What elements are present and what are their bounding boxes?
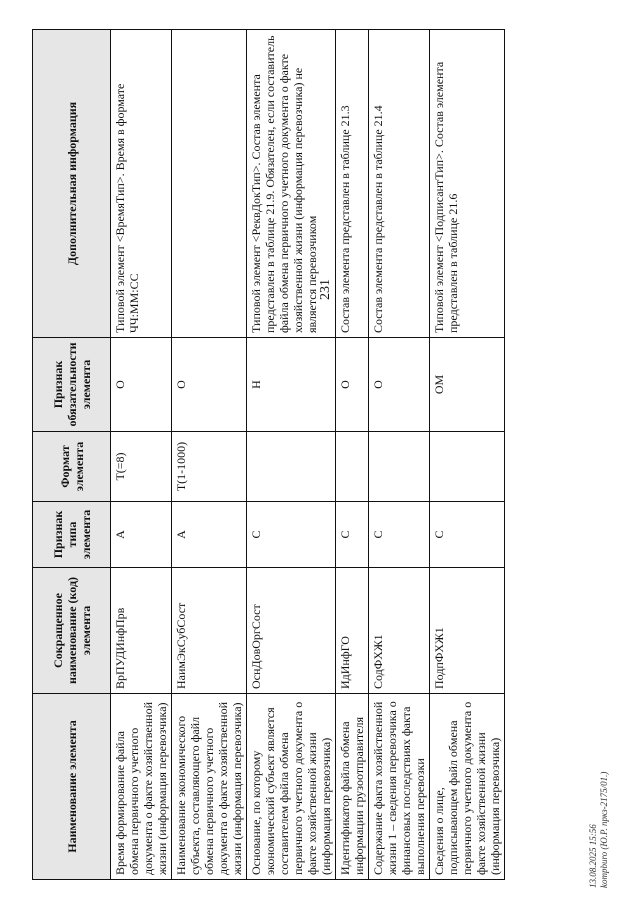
table-row [172,30,247,880]
cell-type: С [430,502,505,568]
footer-date: 13.08.2025 15:56 [588,824,598,888]
cell-required: О [111,338,172,432]
cell-type: А [111,502,172,568]
cell-required: О [336,338,369,432]
cell-type: С [336,502,369,568]
cell-code: СодФХЖ1 [369,568,430,694]
elements-table [32,29,505,880]
cell-required: О [172,338,247,432]
cell-code: ИдИнфГО [336,568,369,694]
footer-user: kompburo (Ю.Р. пркз-2175/01.) [599,771,609,888]
cell-code: ОснДовОргСост [247,568,336,694]
cell-name: Идентификатор файла обмена информации грузоотправителя [336,694,369,880]
table-row [430,30,505,880]
cell-name: Сведения о лице, подписывающем файл обмена первичного учетного документа о факте хозяйственной жизни (информация перевозчика) [430,694,505,880]
header-code: Сокращенное наименование (код) элемента [33,568,111,694]
table-header [33,30,111,880]
cell-format: T(1-1000) [172,432,247,502]
cell-type: А [172,502,247,568]
table-row [111,30,172,880]
cell-type: С [369,502,430,568]
cell-name: Время формирование файла обмена первичного учетного документа о факте хозяйственной жизни (информация перевозчика) [111,694,172,880]
cell-format [430,432,505,502]
cell-name: Наименование экономического субъекта, составляющего файл обмена первичного учетного документа о факте хозяйственной жизни (информация перевозчика) [172,694,247,880]
cell-name: Основание, по которому экономический субъект является составителем файла обмена первичного учетного документа о факте хозяйственной жизни (информация перевозчика) [247,694,336,880]
cell-info: Типовой элемент <ПодписантТип>. Состав элемента представлен в таблице 21.6 [430,30,505,338]
page-number: 231 [318,279,333,300]
cell-required: Н [247,338,336,432]
cell-info [172,30,247,338]
cell-format [336,432,369,502]
cell-info: Состав элемента представлен в таблице 21.4 [369,30,430,338]
header-name: Наименование элемента [33,694,111,880]
cell-format [369,432,430,502]
cell-info: Типовой элемент <РеквДокТип>. Состав элемента представлен в таблице 21.9. Обязателен, если составитель файла обмена первичного учетного документа о факте хозяйственной жизни (информация перевозчика) не является перевозчиком [247,30,336,338]
cell-type: С [247,502,336,568]
cell-code: ПодпФХЖ1 [430,568,505,694]
table-row [336,30,369,880]
table-row [247,30,336,880]
cell-info: Типовой элемент <ВремяТип>. Время в формате ЧЧ:ММ:СС [111,30,172,338]
footer-stamp [588,772,610,888]
header-format: Формат элемента [33,432,111,502]
rotated-table-container [32,30,502,880]
header-info: Дополнительная информация [33,30,111,338]
header-type: Признак типа элемента [33,502,111,568]
cell-format [247,432,336,502]
table-row [369,30,430,880]
cell-code: ВрПУДИнфПрв [111,568,172,694]
cell-name: Содержание факта хозяйственной жизни 1 – сведения перевозчика о финансовых последствиях факта выполнения перевозки [369,694,430,880]
cell-format: T(=8) [111,432,172,502]
cell-code: НаимЭкСубСост [172,568,247,694]
cell-required: ОМ [430,338,505,432]
cell-required: О [369,338,430,432]
header-required: Признак обязательности элемента [33,338,111,432]
cell-info: Состав элемента представлен в таблице 21.3 [336,30,369,338]
